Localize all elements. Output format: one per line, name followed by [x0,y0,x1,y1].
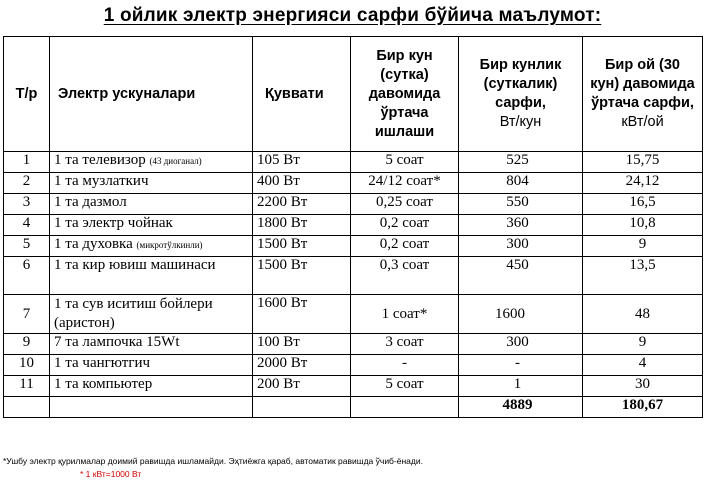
cell-daily: 1600 [459,295,583,334]
cell-device: 1 та компьютер [50,376,253,397]
table-row [4,194,703,215]
cell-device: 1 та кир ювиш машинаси [50,257,253,295]
cell-device-note: (микротўлкинли) [136,240,203,250]
cell-empty [253,397,351,418]
cell-device: 1 та электр чойнак [50,215,253,236]
table-row [4,257,703,295]
cell-empty [4,397,50,418]
cell-daily: 300 [459,334,583,355]
header-device: Электр ускуналари [50,37,253,152]
cell-device: 1 та телевизор (43 диоганал) [50,152,253,173]
header-daily: Бир кунлик (суткалик) сарфи, Вт/кун [459,37,583,152]
footnote: *Ушбу электр қурилмалар доимий равишда ишламайди. Эҳтиёжга қараб, автоматик равишда ўчиб-ёнади. [3,456,423,466]
cell-monthly: 30 [583,376,703,397]
cell-hours: 5 соат [351,152,459,173]
header-power: Қуввати [253,37,351,152]
table-row [4,215,703,236]
cell-num: 10 [4,355,50,376]
header-num: Т/р [4,37,50,152]
cell-hours: 0,25 соат [351,194,459,215]
cell-power: 2200 Вт [253,194,351,215]
header-monthly: Бир ой (30 кун) давомида ўртача сарфи, кВт/ой [583,37,703,152]
cell-num: 4 [4,215,50,236]
page-title: 1 ойлик электр энергияси сарфи бўйича маълумот: [103,5,602,26]
cell-hours: 24/12 соат* [351,173,459,194]
cell-hours: 0,2 соат [351,236,459,257]
cell-device: 7 та лампочка 15Wt [50,334,253,355]
cell-num: 11 [4,376,50,397]
cell-device: 1 та чангютгич [50,355,253,376]
header-hours: Бир кун (сутка) давомида ўртача ишлаши [351,37,459,152]
cell-power: 105 Вт [253,152,351,173]
table-row [4,295,703,334]
cell-monthly: 9 [583,236,703,257]
cell-device-note: (43 диоганал) [149,156,202,166]
table-row [4,334,703,355]
cell-daily: 804 [459,173,583,194]
cell-hours: 1 соат* [351,295,459,334]
cell-power: 2000 Вт [253,355,351,376]
cell-device: 1 та дазмол [50,194,253,215]
cell-daily: 550 [459,194,583,215]
cell-monthly: 13,5 [583,257,703,295]
cell-power: 1500 Вт [253,236,351,257]
footnote-unit: * 1 кВт=1000 Вт [80,469,142,479]
cell-device: 1 та музлаткич [50,173,253,194]
cell-monthly: 16,5 [583,194,703,215]
cell-monthly: 15,75 [583,152,703,173]
cell-num: 7 [4,295,50,334]
cell-power: 400 Вт [253,173,351,194]
cell-daily: - [459,355,583,376]
cell-power: 200 Вт [253,376,351,397]
total-monthly: 180,67 [583,397,703,418]
cell-power: 1600 Вт [253,295,351,334]
cell-daily: 450 [459,257,583,295]
table-row [4,173,703,194]
cell-hours: 0,2 соат [351,215,459,236]
cell-device: 1 та духовка (микротўлкинли) [50,236,253,257]
cell-power: 1800 Вт [253,215,351,236]
cell-monthly: 48 [583,295,703,334]
cell-hours: 0,3 соат [351,257,459,295]
cell-empty [351,397,459,418]
totals-row [4,397,703,418]
cell-empty [50,397,253,418]
cell-power: 100 Вт [253,334,351,355]
cell-num: 5 [4,236,50,257]
cell-monthly: 10,8 [583,215,703,236]
cell-hours: 5 соат [351,376,459,397]
cell-daily: 1 [459,376,583,397]
cell-daily: 360 [459,215,583,236]
total-daily: 4889 [459,397,583,418]
cell-num: 9 [4,334,50,355]
cell-daily: 525 [459,152,583,173]
table-row [4,355,703,376]
cell-num: 1 [4,152,50,173]
cell-num: 6 [4,257,50,295]
cell-monthly: 4 [583,355,703,376]
cell-power: 1500 Вт [253,257,351,295]
cell-num: 3 [4,194,50,215]
table-row [4,236,703,257]
cell-monthly: 24,12 [583,173,703,194]
cell-num: 2 [4,173,50,194]
cell-hours: - [351,355,459,376]
energy-table [3,36,703,418]
table-row [4,152,703,173]
table-row [4,376,703,397]
cell-hours: 3 соат [351,334,459,355]
cell-device: 1 та сув иситиш бойлери (аристон) [50,295,253,334]
header-row [4,37,703,152]
cell-monthly: 9 [583,334,703,355]
cell-daily: 300 [459,236,583,257]
